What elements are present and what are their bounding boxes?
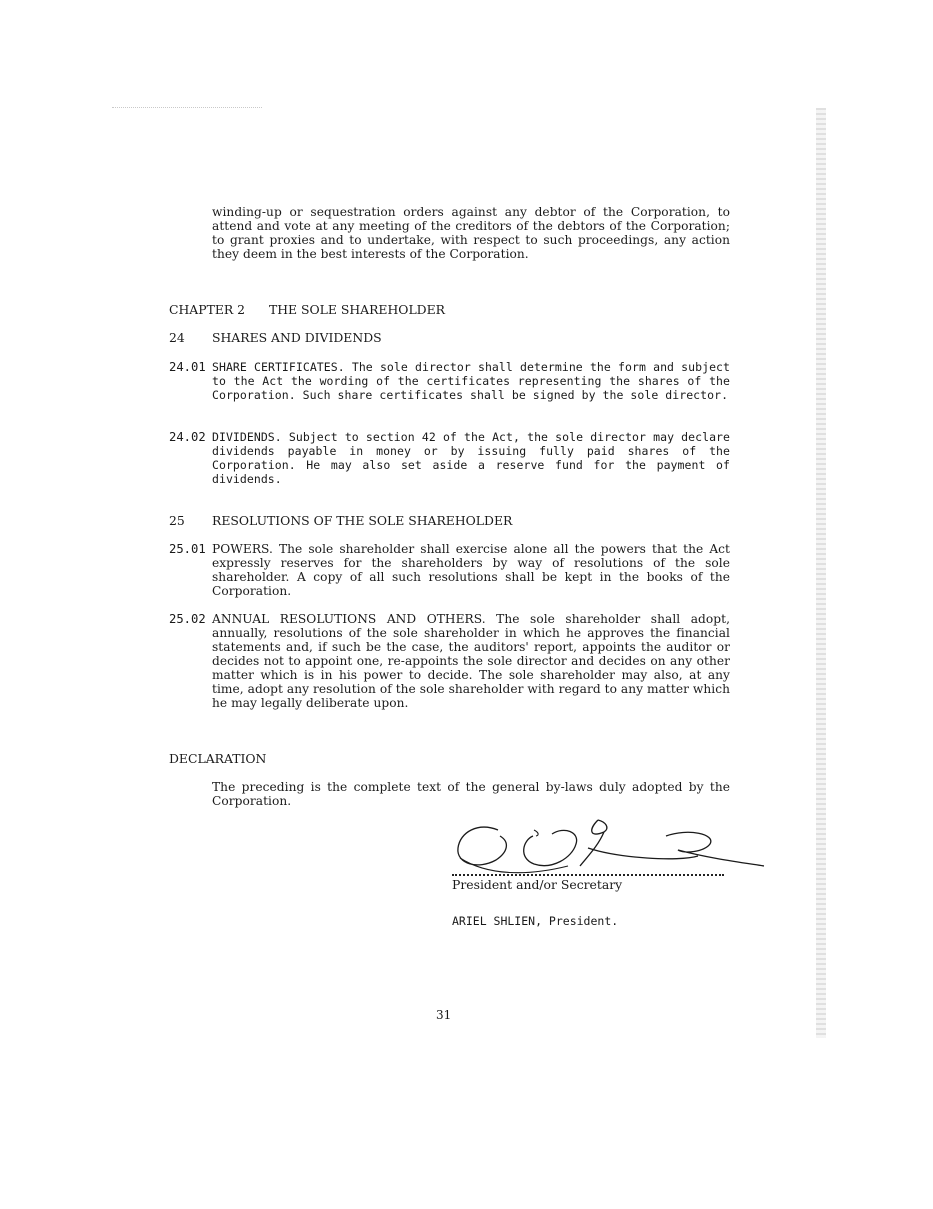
scan-artifact xyxy=(112,107,262,110)
clause-text-25-01: POWERS. The sole shareholder shall exercise alone all the powers that the Act expressly reserves for the shareholders by way of resolutions of the sole shareholder. A copy of all such resolutions shall be kept in the books of the Corporation. xyxy=(212,542,730,598)
scan-edge-artifact xyxy=(816,108,826,1038)
section-number: 24 xyxy=(169,330,185,345)
section-title-24: SHARES AND DIVIDENDS xyxy=(212,330,382,345)
signatory-name: ARIEL SHLIEN, President. xyxy=(452,914,619,928)
handwritten-signature xyxy=(448,818,768,878)
signature-caption: President and/or Secretary xyxy=(452,877,623,892)
clause-number-25-01: 25.01 xyxy=(169,542,206,556)
chapter-heading xyxy=(169,303,445,317)
clause-text-25-02: ANNUAL RESOLUTIONS AND OTHERS. The sole shareholder shall adopt, annually, resolutions of the sole shareholder in which he approves the financial statements and, if such be the case, the auditors' report, appoints the auditor or decides not to appoint one, re-appoints the sole director and decides on any other matter which is in his power to decide. The sole shareholder may also, at any time, adopt any resolution of the sole shareholder with regard to any matter which he may legally deliberate upon. xyxy=(212,612,730,710)
section-heading-24 xyxy=(169,331,185,345)
declaration-heading: DECLARATION xyxy=(169,751,267,766)
clause-text-24-01: SHARE CERTIFICATES. The sole director shall determine the form and subject to the Act the wording of the certificates representing the shares of the Corporation. Such share certificates shall be signed by the sole director. xyxy=(212,360,730,402)
continuation-paragraph: winding-up or sequestration orders against any debtor of the Corporation, to attend and vote at any meeting of the creditors of the debtors of the Corporation; to grant proxies and to undertake, with respect to such proceedings, any action they deem in the best interests of the Corporation. xyxy=(212,205,730,261)
clause-number-24-02: 24.02 xyxy=(169,430,206,444)
declaration-text: The preceding is the complete text of the general by-laws duly adopted by the Corporation. xyxy=(212,780,730,808)
section-title-25: RESOLUTIONS OF THE SOLE SHAREHOLDER xyxy=(212,513,513,528)
chapter-title: THE SOLE SHAREHOLDER xyxy=(268,302,445,317)
chapter-label: CHAPTER 2 xyxy=(169,302,246,317)
clause-text-24-02: DIVIDENDS. Subject to section 42 of the Act, the sole director may declare dividends payable in money or by issuing fully paid shares of the Corporation. He may also set aside a reserve fund for the payment of dividends. xyxy=(212,430,730,486)
clause-number-25-02: 25.02 xyxy=(169,612,206,626)
signature-line xyxy=(452,870,724,876)
section-number: 25 xyxy=(169,513,185,528)
clause-number-24-01: 24.01 xyxy=(169,360,206,374)
page-number: 31 xyxy=(436,1008,452,1022)
section-heading-25 xyxy=(169,514,185,528)
